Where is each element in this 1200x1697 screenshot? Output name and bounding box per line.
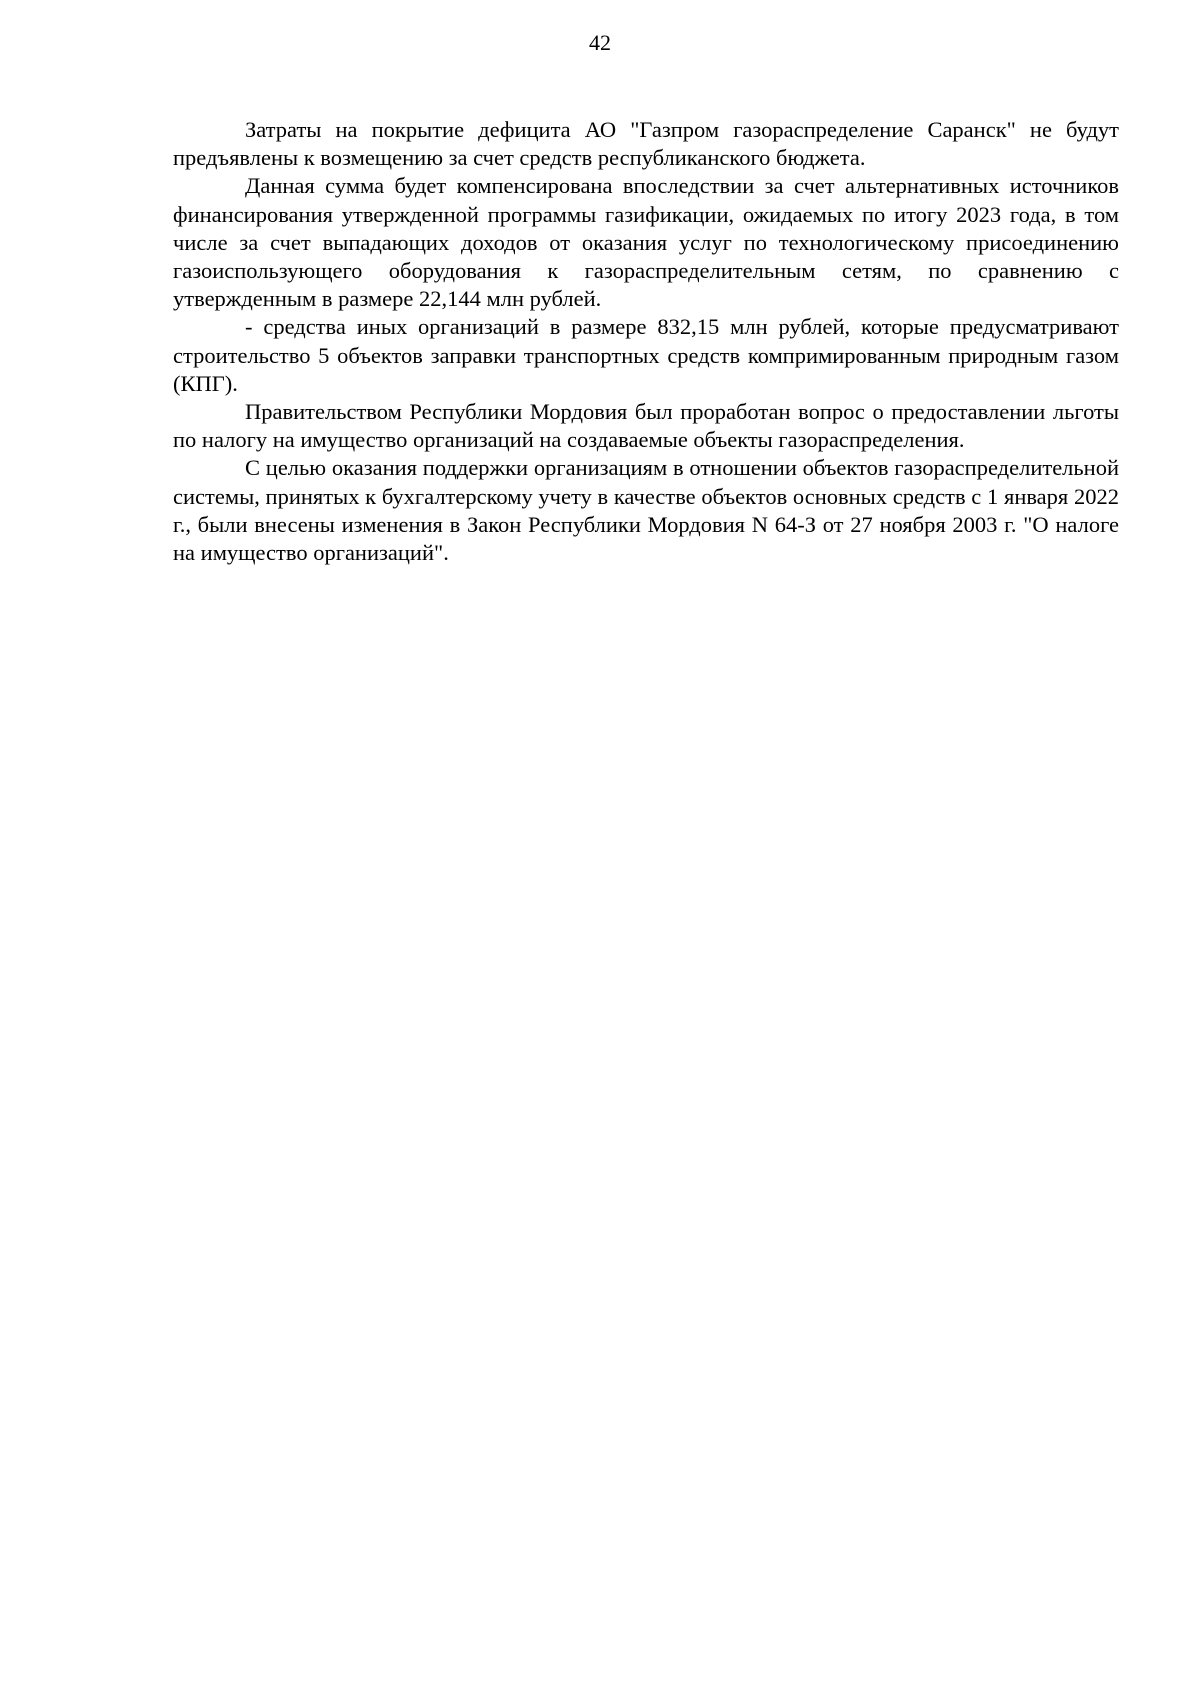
paragraph-law-amendments: С целью оказания поддержки организациям в отношении объектов газораспределительной системы, принятых к бухгалтерскому учету в качестве объектов основных средств с 1 января 2022 г., были внесены изменения в Закон Республики Мордовия N 64-З от 27 ноября 2003 г. "О налоге на имущество организаций". — [173, 455, 1119, 566]
paragraph-deficit-costs: Затраты на покрытие дефицита АО "Газпром газораспределение Саранск" не будут предъявлены к возмещению за счет средств республиканского бюджета. — [173, 117, 1119, 171]
paragraph-other-organizations: - средства иных организаций в размере 832,15 млн рублей, которые предусматривают строительство 5 объектов заправки транспортных средств компримированным природным газом (КПГ). — [173, 314, 1119, 396]
page-number: 42 — [589, 30, 611, 55]
paragraph-tax-benefit: Правительством Республики Мордовия был проработан вопрос о предоставлении льготы по налогу на имущество организаций на создаваемые объекты газораспределения. — [173, 399, 1119, 453]
document-body — [173, 116, 1119, 567]
paragraph-compensation: Данная сумма будет компенсирована впоследствии за счет альтернативных источников финансирования утвержденной программы газификации, ожидаемых по итогу 2023 года, в том числе за счет выпадающих доходов от оказания услуг по технологическому присоединению газоиспользующего оборудования к газораспределительным сетям, по сравнению с утвержденным в размере 22,144 млн рублей. — [173, 173, 1119, 312]
